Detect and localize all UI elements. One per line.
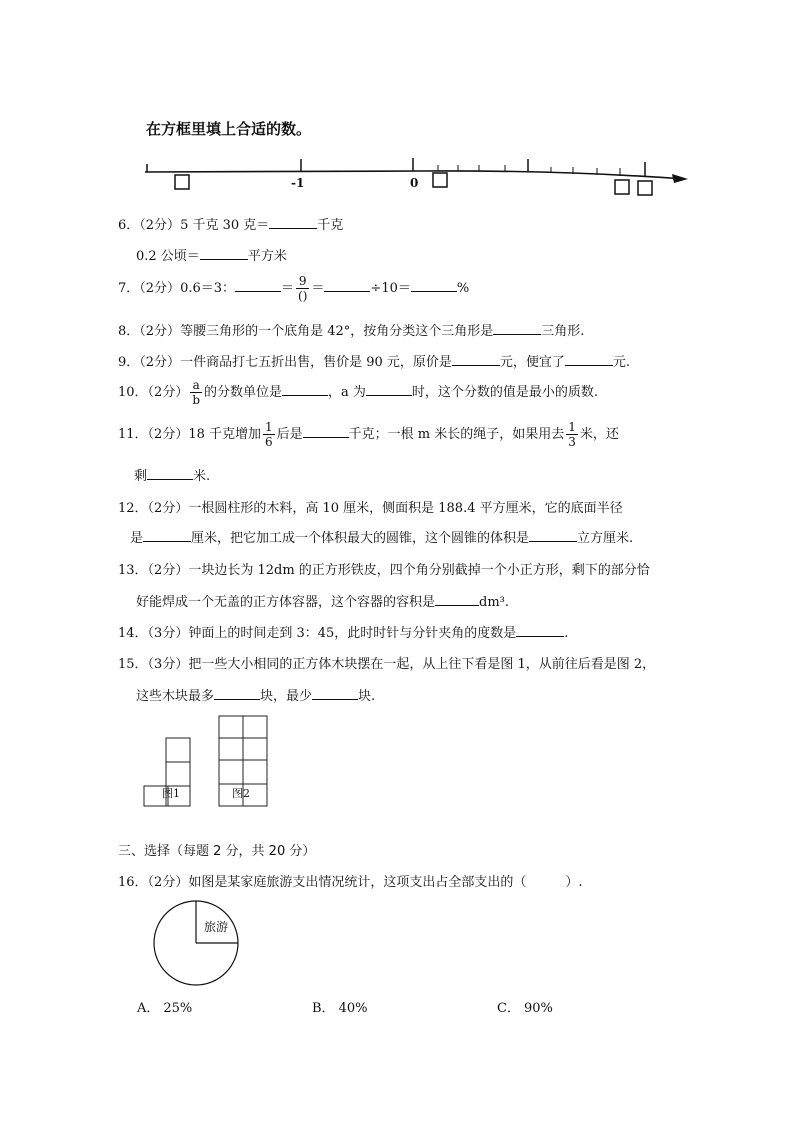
number-line-instruction: 在方框里填上合适的数。 [146,120,312,138]
fraction-numerator: 9 [296,274,309,289]
fraction [296,274,309,303]
question-7 [118,274,469,303]
answer-blank[interactable] [452,353,500,366]
score: （2分） [139,218,181,233]
answer-blank[interactable] [269,216,317,229]
block-view-figures [140,712,280,812]
question-text: 0.2 公顷＝ [136,249,200,264]
question-text: 剩 [134,469,148,484]
question-text: 5 千克 30 克＝ [180,218,270,233]
answer-blank[interactable] [565,353,613,366]
question-number: 10． [118,385,148,400]
question-number: 13． [118,563,148,578]
answer-box [175,175,189,189]
question-text: 钟面上的时间走到 3：45，此时时针与分针夹角的度数是 [188,626,517,641]
question-text: 厘米，把它加工成一个体积最大的圆锥，这个圆锥的体积是 [191,531,530,546]
question-15 [118,653,655,672]
option-letter: B． [312,1001,335,1016]
answer-blank[interactable] [516,624,564,637]
equals-sign: ＝ [281,281,295,296]
answer-box [433,173,447,187]
option-value: 90% [523,1001,553,1016]
question-16 [118,871,582,890]
question-number: 16． [118,875,148,890]
question-9 [118,351,630,370]
question-text: 千克；一根 m 米长的绳子，如果用去 [348,427,565,442]
question-number: 9． [118,355,140,370]
answer-blank[interactable] [214,687,260,700]
number-line-figure [140,150,700,200]
label-zero: 0 [410,176,419,190]
answer-blank[interactable] [366,383,412,396]
answer-box [638,181,652,195]
question-text: dm³. [479,595,510,610]
answer-blank[interactable] [324,279,370,292]
fraction-numerator: a [190,378,202,393]
question-text: 一根圆柱形的木料，高 10 厘米，侧面积是 188.4 平方厘米，它的底面半径 [188,501,623,516]
question-text-mid: ，a 为 [328,385,366,400]
section-heading: 三、选择（每题 2 分，共 20 分） [118,844,316,859]
question-text: 等腰三角形的一个底角是 42°，按角分类这个三角形是 [180,324,494,339]
question-number: 14． [118,626,148,641]
division-text: ÷10＝ [370,281,411,296]
score: （3分） [147,626,189,641]
question-text: 米，还 [579,427,619,442]
pie-chart [146,900,246,990]
question-text: 一件商品打七五折出售，售价是 90 元，原价是 [180,355,452,370]
answer-blank[interactable] [435,593,479,606]
question-number: 15． [118,657,148,672]
question-number: 12． [118,501,148,516]
option-c[interactable] [497,997,553,1016]
question-number: 7． [118,281,140,296]
question-text-mid: 元，便宜了 [499,355,565,370]
figure-1-label: 图1 [162,787,180,800]
score: （2分） [147,875,189,890]
fraction-numerator: 1 [265,420,273,434]
fraction-denominator[interactable]: () [298,289,308,303]
question-text-tail: 三角形. [541,324,585,339]
answer-blank[interactable] [411,279,457,292]
option-letter: A． [137,1001,160,1016]
answer-blank[interactable] [143,529,191,542]
question-13 [118,559,650,578]
answer-blank[interactable] [282,383,328,396]
question-12-line-2 [130,527,633,546]
unit-text: 千克 [317,218,344,233]
pie-slice-label: 旅游 [204,920,229,934]
answer-box [615,180,629,194]
answer-blank[interactable] [493,322,541,335]
option-value: 25% [163,1001,193,1016]
number-line-arrowhead [672,174,688,183]
answer-blank[interactable] [200,247,248,260]
question-text-tail: . [564,626,569,641]
answer-blank[interactable] [303,425,349,438]
percent-sign: % [456,281,470,296]
fraction-denominator: b [192,393,201,407]
fraction [263,420,275,449]
answer-blank[interactable] [312,687,358,700]
fraction-denominator: 3 [568,435,576,449]
question-text: 块，最少 [260,689,313,704]
question-6-part-b [136,245,287,264]
question-text: 块. [358,689,376,704]
question-text: 好能焊成一个无盖的正方体容器，这个容器的容积是 [136,595,436,610]
score: （2分） [147,563,189,578]
score: （2分） [139,281,181,296]
answer-blank[interactable] [147,467,193,480]
option-value: 40% [338,1001,368,1016]
question-number: 8． [118,324,140,339]
question-text: 的分数单位是 [204,385,283,400]
question-number: 6． [118,218,140,233]
score: （2分） [147,427,189,442]
score: （2分） [139,355,181,370]
equals-sign: ＝ [311,281,325,296]
score: （2分） [147,385,189,400]
question-text: 米. [193,469,211,484]
question-text: 如图是某家庭旅游支出情况统计，这项支出占全部支出的（ ）. [188,875,583,890]
question-text: 一块边长为 12dm 的正方形铁皮，四个角分别截掉一个小正方形，剩下的部分恰 [188,563,650,578]
option-b[interactable] [312,997,367,1016]
question-10 [118,378,598,407]
answer-blank[interactable] [235,279,281,292]
question-6 [118,214,343,233]
question-8 [118,320,584,339]
question-15-line-2 [136,685,375,704]
question-text: 是 [130,531,144,546]
score: （3分） [147,657,189,672]
question-text: 18 千克增加 [188,427,262,442]
option-a[interactable] [137,997,192,1016]
question-text: 立方厘米. [577,531,634,546]
question-11-line-2 [134,465,210,484]
question-text-tail: 元. [612,355,631,370]
question-13-line-2 [136,591,509,610]
fraction-numerator: 1 [568,420,576,434]
question-12 [118,497,623,516]
fraction [566,420,578,449]
question-text-tail: 时，这个分数的值是最小的质数. [411,385,599,400]
question-text: 这些木块最多 [136,689,215,704]
question-number: 11． [118,427,148,442]
figure-2-label: 图2 [232,787,250,800]
score: （2分） [139,324,181,339]
score: （2分） [147,501,189,516]
question-text: 后是 [276,427,303,442]
unit-text: 平方米 [247,249,287,264]
fraction-denominator: 6 [265,435,273,449]
answer-blank[interactable] [529,529,577,542]
question-11 [118,420,619,449]
question-text: 0.6＝3： [180,281,236,296]
question-text: 把一些大小相同的正方体木块摆在一起，从上往下看是图 1，从前往后看是图 2， [188,657,656,672]
label-minus-one: -1 [291,176,305,190]
fraction [190,378,202,407]
question-14 [118,622,568,641]
option-letter: C． [497,1001,520,1016]
